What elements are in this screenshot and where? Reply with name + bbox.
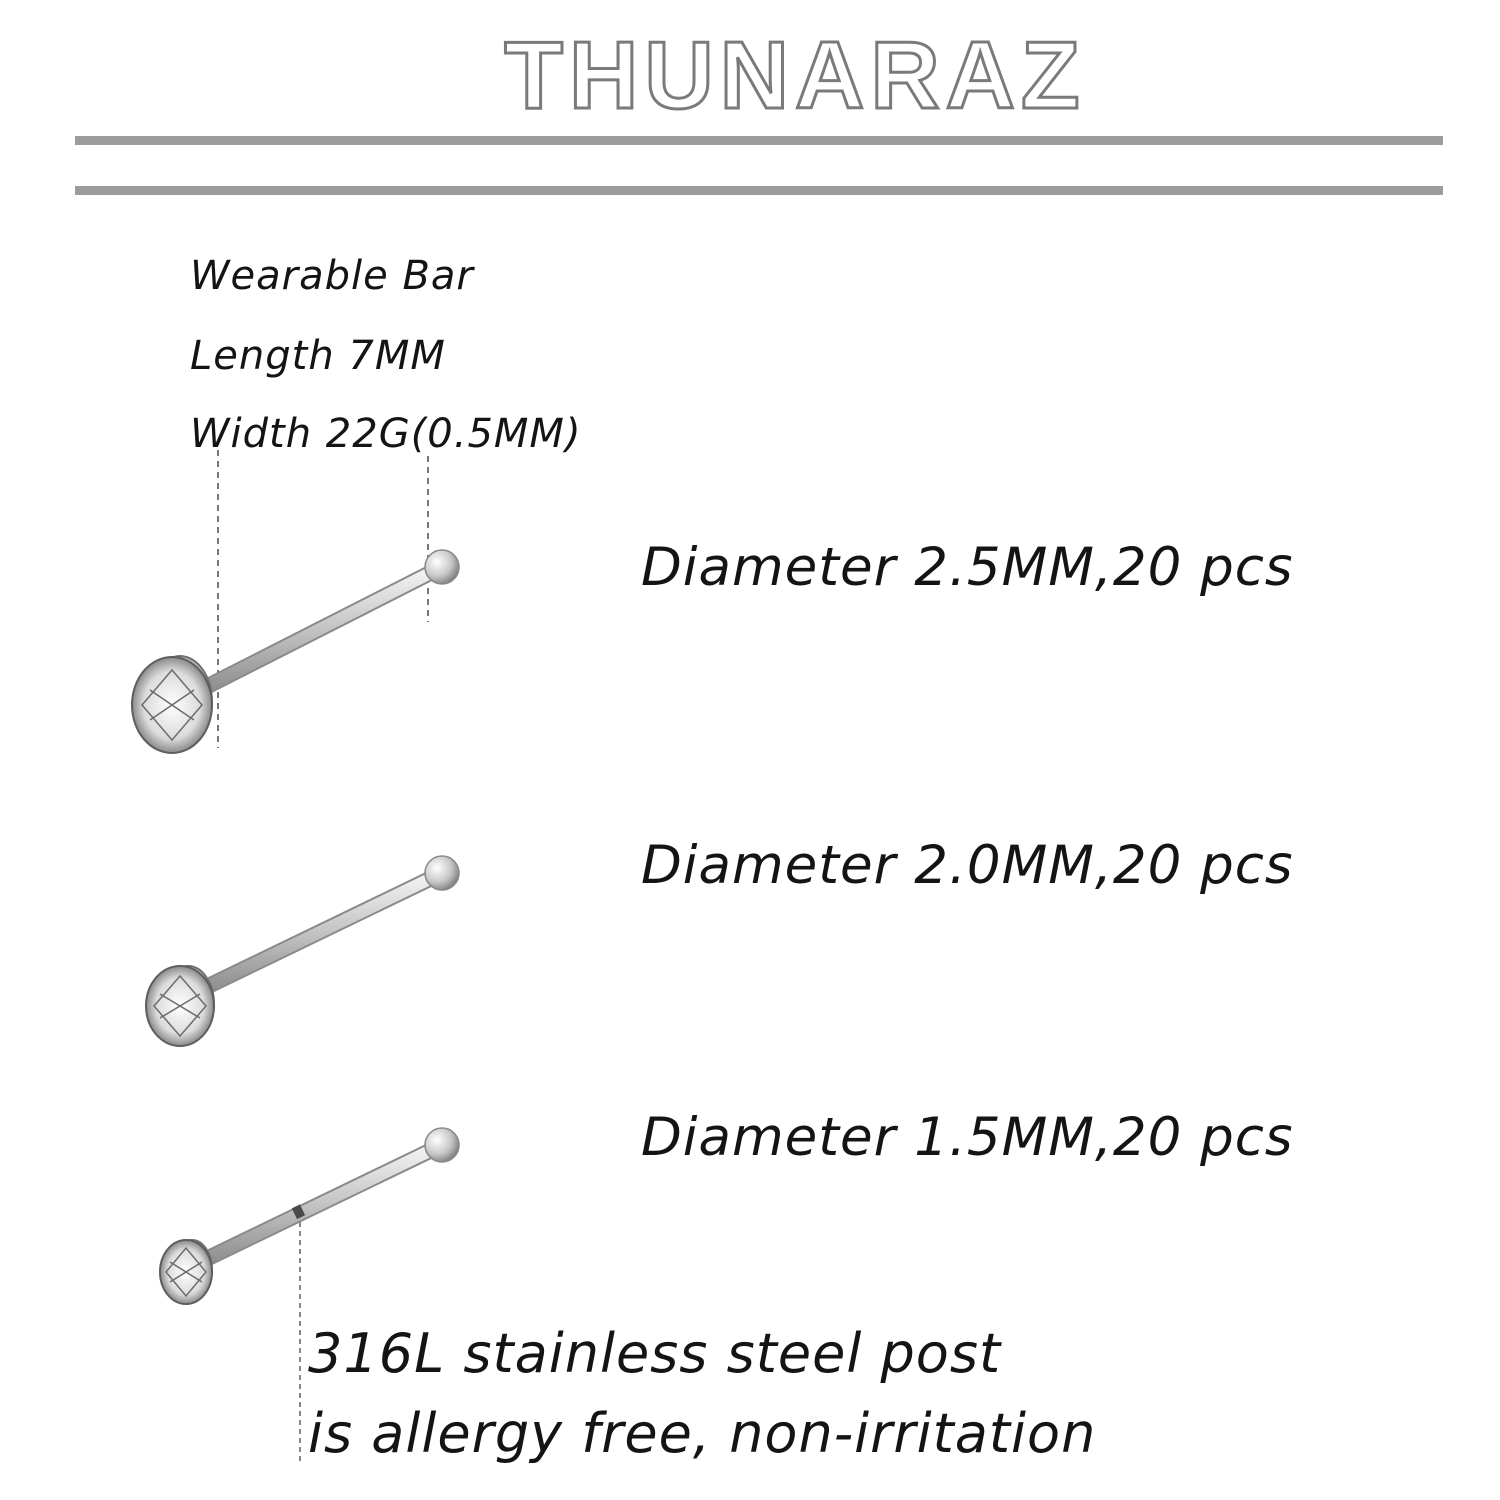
material-note-line1: 316L stainless steel post xyxy=(308,1322,1002,1385)
nose-stud-small xyxy=(160,1128,459,1304)
brand-logo xyxy=(0,28,1500,128)
size-label-medium: Diameter 2.0MM,20 pcs xyxy=(641,835,1294,896)
nose-stud-large xyxy=(132,550,459,753)
header-rule-bottom xyxy=(75,186,1443,195)
material-note-line2: is allergy free, non-irritation xyxy=(308,1402,1097,1465)
spec-length: Length 7MM xyxy=(190,333,446,379)
svg-text:THUNARAZ: THUNARAZ xyxy=(504,28,1086,128)
nose-stud-medium xyxy=(146,856,459,1046)
spec-wearable-bar: Wearable Bar xyxy=(190,253,474,299)
spec-width: Width 22G(0.5MM) xyxy=(190,411,582,457)
header-rule-top xyxy=(75,136,1443,145)
size-label-small: Diameter 1.5MM,20 pcs xyxy=(641,1107,1294,1168)
size-label-large: Diameter 2.5MM,20 pcs xyxy=(641,537,1294,598)
